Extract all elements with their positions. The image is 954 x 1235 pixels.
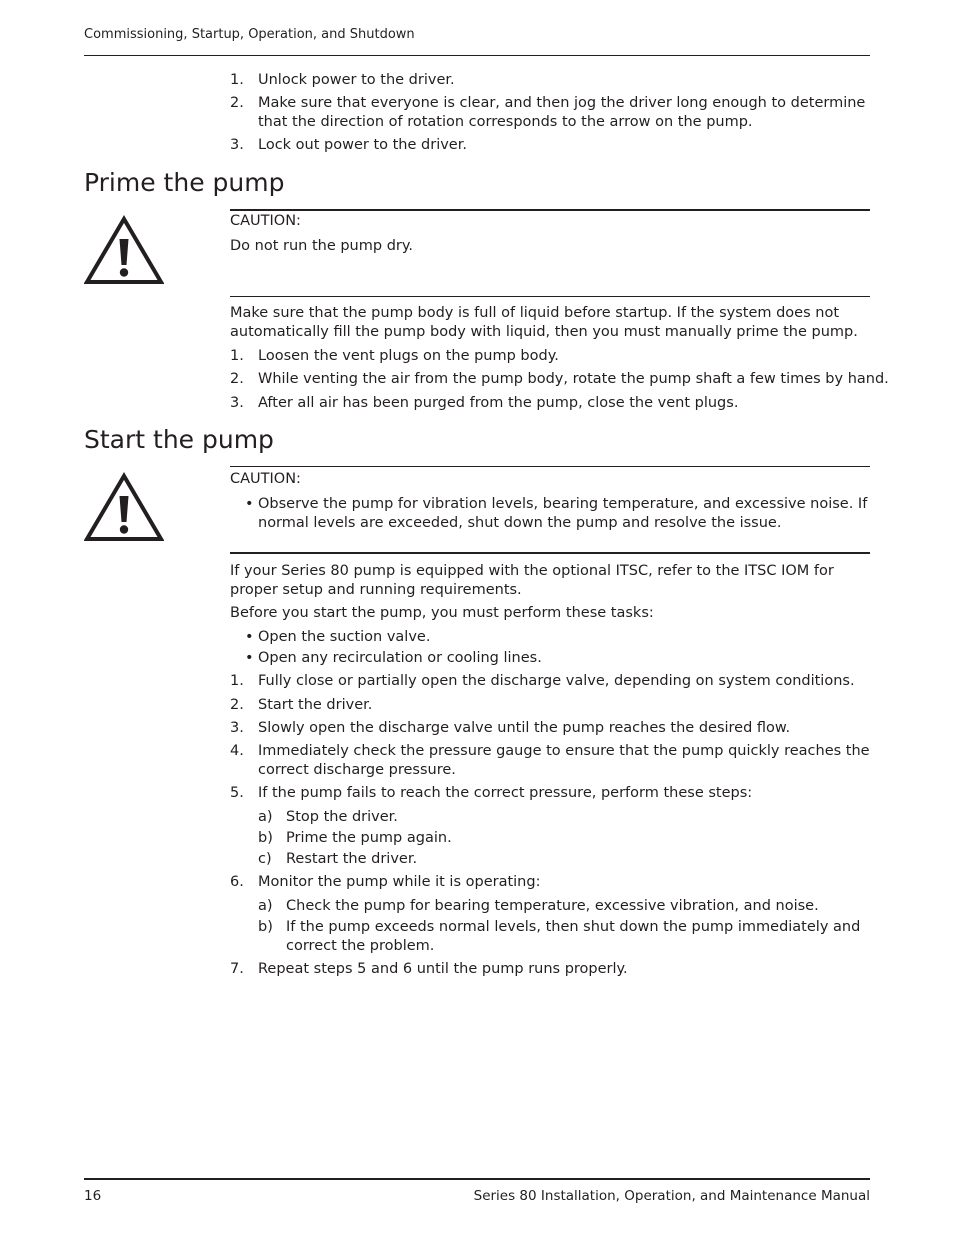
caution-top-rule (230, 466, 870, 467)
step-number: 5. (230, 785, 244, 801)
substep-text: Check the pump for bearing temperature, excessive vibration, and noise. (286, 898, 819, 914)
step-text: Monitor the pump while it is operating: (258, 874, 541, 890)
running-header: Commissioning, Startup, Operation, and Shutdown (84, 27, 415, 42)
page-number: 16 (84, 1188, 102, 1204)
substep-letter: b) (258, 919, 273, 935)
caution-label: CAUTION: (230, 213, 301, 229)
step-number: 2. (230, 697, 244, 713)
warning-triangle-icon (84, 472, 164, 542)
step-number: 3. (230, 137, 244, 153)
task-text: Open any recirculation or cooling lines. (258, 650, 542, 666)
step-text: Unlock power to the driver. (258, 72, 455, 88)
step-text: If the pump fails to reach the correct pressure, perform these steps: (258, 785, 753, 801)
step-number: 3. (230, 395, 244, 411)
caution-label: CAUTION: (230, 471, 301, 487)
substep-letter: b) (258, 830, 273, 846)
caution-top-rule (230, 209, 870, 211)
substep-text: Restart the driver. (286, 851, 418, 867)
substep-text: Stop the driver. (286, 809, 398, 825)
step-text: Fully close or partially open the discharge valve, depending on system conditions. (258, 673, 855, 689)
substep-text: Prime the pump again. (286, 830, 452, 846)
step-text: Loosen the vent plugs on the pump body. (258, 348, 559, 364)
substep-letter: a) (258, 898, 273, 914)
section-heading-start: Start the pump (84, 425, 274, 454)
caution-text: Do not run the pump dry. (230, 238, 413, 254)
warning-triangle-icon (84, 215, 164, 285)
step-number: 3. (230, 720, 244, 736)
step-number: 4. (230, 743, 244, 759)
step-number: 6. (230, 874, 244, 890)
step-text: Repeat steps 5 and 6 until the pump runs properly. (258, 961, 628, 977)
manual-title: Series 80 Installation, Operation, and Maintenance Manual (473, 1188, 870, 1204)
header-rule (84, 55, 870, 56)
step-text: Lock out power to the driver. (258, 137, 467, 153)
substep-text: If the pump exceeds normal levels, then shut down the pump immediately and correct the problem. (286, 919, 861, 954)
step-number: 2. (230, 371, 244, 387)
section-heading-prime: Prime the pump (84, 168, 285, 197)
substep-letter: c) (258, 851, 272, 867)
step-text: After all air has been purged from the pump, close the vent plugs. (258, 395, 739, 411)
step-number: 2. (230, 95, 244, 111)
step-text: Make sure that everyone is clear, and then jog the driver long enough to determine that the direction of rotation corresponds to the arrow on the pump. (258, 95, 866, 130)
step-text: Immediately check the pressure gauge to ensure that the pump quickly reaches the correct discharge pressure. (258, 743, 870, 778)
prime-intro: Make sure that the pump body is full of liquid before startup. If the system does not automatically fill the pump body with liquid, then you must manually prime the pump. (230, 305, 858, 340)
start-before-text: Before you start the pump, you must perform these tasks: (230, 605, 654, 621)
footer-rule (84, 1178, 870, 1180)
step-text: Start the driver. (258, 697, 373, 713)
substep-letter: a) (258, 809, 273, 825)
step-number: 1. (230, 673, 244, 689)
bullet-glyph: • (245, 650, 254, 666)
step-number: 1. (230, 348, 244, 364)
start-intro: If your Series 80 pump is equipped with the optional ITSC, refer to the ITSC IOM for proper setup and running requirements. (230, 563, 834, 598)
bullet-glyph: • (245, 629, 254, 645)
caution-bottom-rule (230, 296, 870, 297)
bullet-text: Observe the pump for vibration levels, bearing temperature, and excessive noise. If normal levels are exceeded, shut down the pump and resolve the issue. (258, 496, 868, 531)
caution-bottom-rule (230, 552, 870, 554)
step-number: 7. (230, 961, 244, 977)
step-text: While venting the air from the pump body, rotate the pump shaft a few times by hand. (258, 371, 889, 387)
task-text: Open the suction valve. (258, 629, 431, 645)
bullet-glyph: • (245, 496, 254, 512)
step-text: Slowly open the discharge valve until the pump reaches the desired flow. (258, 720, 791, 736)
step-number: 1. (230, 72, 244, 88)
